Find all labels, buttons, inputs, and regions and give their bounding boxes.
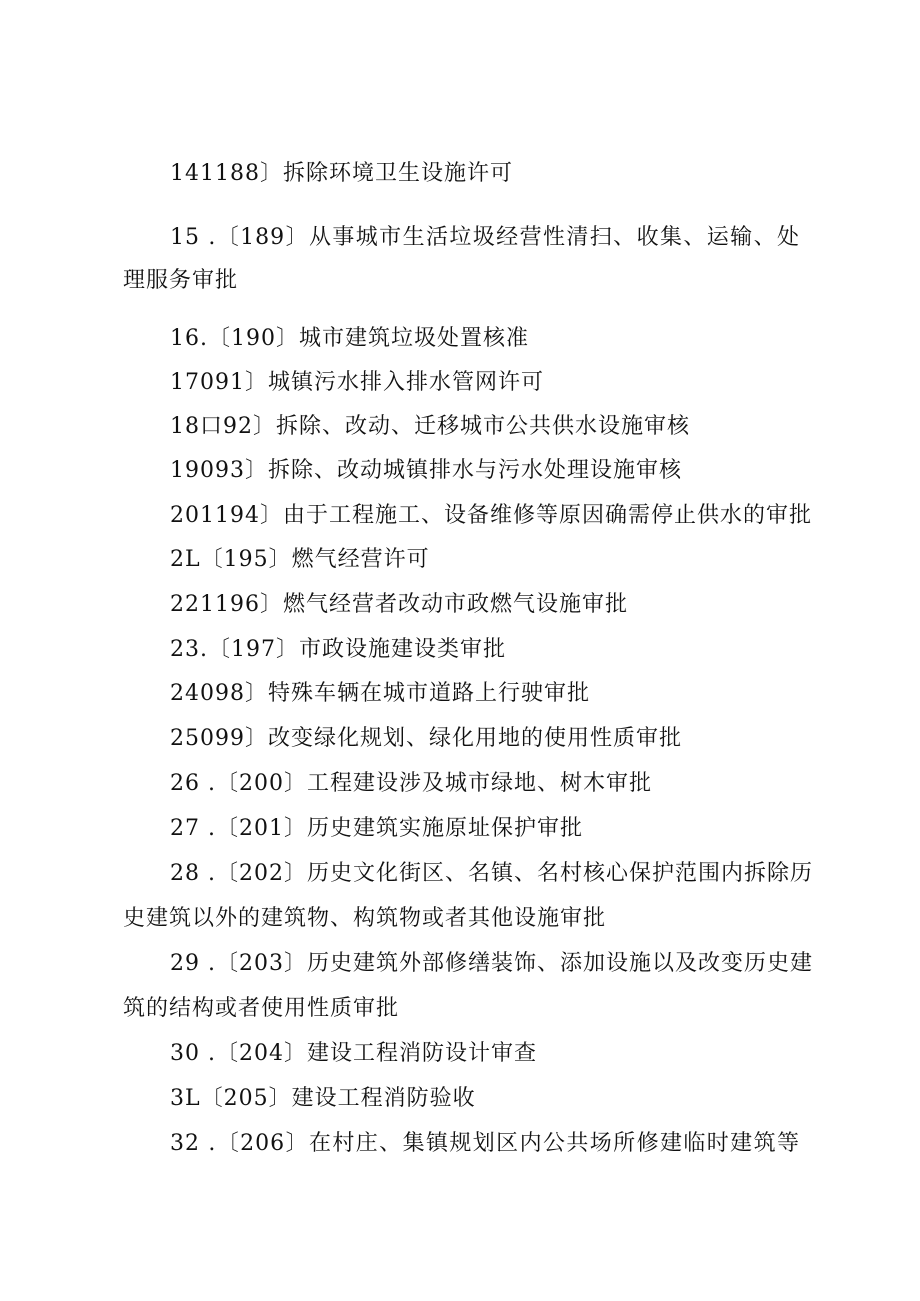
list-item: 29 .〔203〕历史建筑外部修缮装饰、添加设施以及改变历史建: [170, 951, 813, 976]
list-item: 201194〕由于工程施工、设备维修等原因确需停止供水的审批: [170, 503, 812, 528]
list-item: 26 .〔200〕工程建设涉及城市绿地、树木审批: [170, 771, 652, 796]
list-item: 24098〕特殊车辆在城市道路上行驶审批: [170, 681, 590, 706]
list-item: 17091〕城镇污水排入排水管网许可: [170, 370, 544, 395]
list-item-continuation: 筑的结构或者使用性质审批: [123, 996, 400, 1021]
list-item: 15 .〔189〕从事城市生活垃圾经营性清扫、收集、运输、处: [170, 225, 800, 250]
list-item-continuation: 理服务审批: [123, 268, 239, 293]
list-item: 25099〕改变绿化规划、绿化用地的使用性质审批: [170, 726, 682, 751]
list-item: 23.〔197〕市政设施建设类审批: [170, 637, 506, 662]
list-item: 141188〕拆除环境卫生设施许可: [170, 161, 513, 186]
list-item: 221196〕燃气经营者改动市政燃气设施审批: [170, 592, 628, 617]
list-item: 27 .〔201〕历史建筑实施原址保护审批: [170, 816, 583, 841]
list-item: 32 .〔206〕在村庄、集镇规划区内公共场所修建临时建筑等: [170, 1131, 800, 1156]
list-item: 3L〔205〕建设工程消防验收: [170, 1086, 476, 1111]
list-item: 30 .〔204〕建设工程消防设计审查: [170, 1041, 537, 1066]
list-item: 2L〔195〕燃气经营许可: [170, 547, 430, 572]
list-item: 18口92〕拆除、改动、迁移城市公共供水设施审核: [170, 414, 690, 439]
list-item: 16.〔190〕城市建筑垃圾处置核准: [170, 326, 529, 351]
list-item-continuation: 史建筑以外的建筑物、构筑物或者其他设施审批: [123, 906, 607, 931]
list-item: 19093〕拆除、改动城镇排水与污水处理设施审核: [170, 458, 682, 483]
list-item: 28 .〔202〕历史文化街区、名镇、名村核心保护范围内拆除历: [170, 861, 813, 886]
